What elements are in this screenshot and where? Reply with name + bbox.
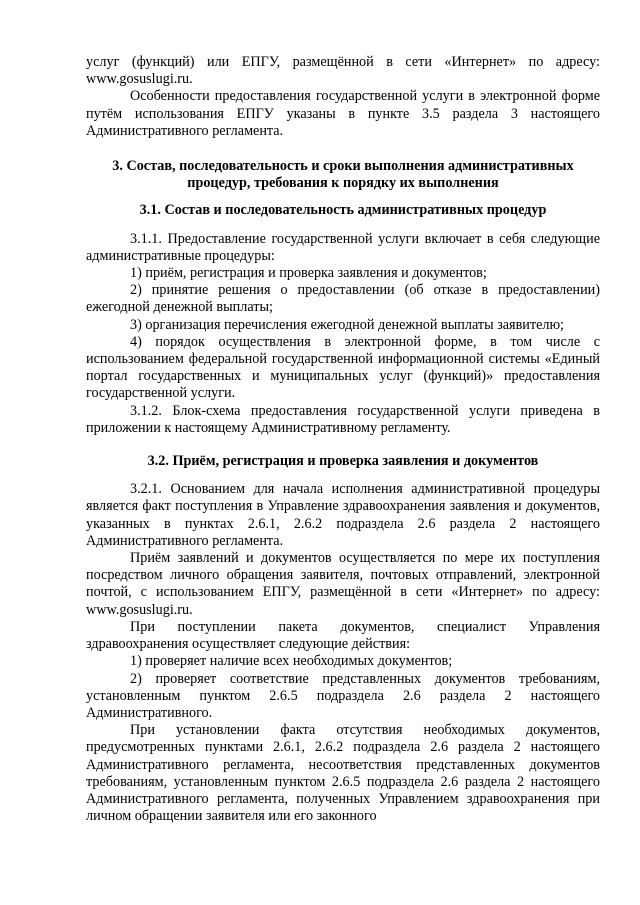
paragraph-3-2-1: 3.2.1. Основанием для начала исполнения административной процедуры является факт поступления в Управление здравоохранения заявления и документов, указанных в пунктах 2.6.1, 2.6.2 подраздела 2.6 раздела 2 настоящего Административного регламента. [86, 481, 600, 549]
paragraph-absence: При установлении факта отсутствия необходимых документов, предусмотренных пунктами 2.6.1, 2.6.2 подраздела 2.6 раздела 2 настоящего Административного регламента, несоответствия представленных документов требованиям, установленным пунктом 2.6.5 подраздела 2.6 раздела 2 настоящего Административного регламента, полученных Управлением здравоохранения при личном обращении заявителя или его законного [86, 722, 600, 825]
document-page [86, 54, 600, 825]
paragraph-intro-continuation: услуг (функций) или ЕПГУ, размещённой в сети «Интернет» по адресу: www.gosuslugi.ru. [86, 54, 600, 88]
list-item-procedure-4: 4) порядок осуществления в электронной форме, в том числе с использованием федеральной государственной информационной системы «Единый портал государственных и муниципальных услуг (функций)» предоставления государственной услуги. [86, 333, 600, 402]
paragraph-reception: Приём заявлений и документов осуществляется по мере их поступления посредством личного обращения заявителя, почтовых отправлений, электронной почтой, с использованием ЕПГУ, размещённой в сети «Интернет» по адресу: www.gosuslugi.ru. [86, 550, 600, 618]
list-item-check-2: 2) проверяет соответствие представленных документов требованиям, установленным пунктом 2.6.5 подраздела 2.6 раздела 2 настоящего Административного. [86, 670, 600, 721]
paragraph-specialist: При поступлении пакета документов, специалист Управления здравоохранения осуществляет следующие действия: [86, 618, 600, 653]
list-item-procedure-3: 3) организация перечисления ежегодной денежной выплаты заявителю; [130, 316, 564, 333]
paragraph-3-1-1: 3.1.1. Предоставление государственной услуги включает в себя следующие административные процедуры: [86, 230, 600, 264]
subsection-heading-3-1: 3.1. Состав и последовательность административных процедур [139, 202, 547, 219]
list-item-procedure-1: 1) приём, регистрация и проверка заявления и документов; [130, 265, 487, 282]
section-heading-3: 3. Состав, последовательность и сроки выполнения административных процедур, требования к порядку их выполнения [112, 158, 574, 192]
paragraph-3-1-2: 3.1.2. Блок-схема предоставления государственной услуги приведена в приложении к настоящему Административному регламенту. [86, 402, 600, 436]
subsection-heading-3-2: 3.2. Приём, регистрация и проверка заявления и документов [147, 453, 539, 470]
list-item-check-1: 1) проверяет наличие всех необходимых документов; [130, 653, 453, 670]
list-item-procedure-2: 2) принятие решения о предоставлении (об отказе в предоставлении) ежегодной денежной выплаты; [86, 282, 600, 316]
paragraph-electronic-form: Особенности предоставления государственной услуги в электронной форме путём использования ЕПГУ указаны в пункте 3.5 раздела 3 настоящего Административного регламента. [86, 88, 600, 139]
